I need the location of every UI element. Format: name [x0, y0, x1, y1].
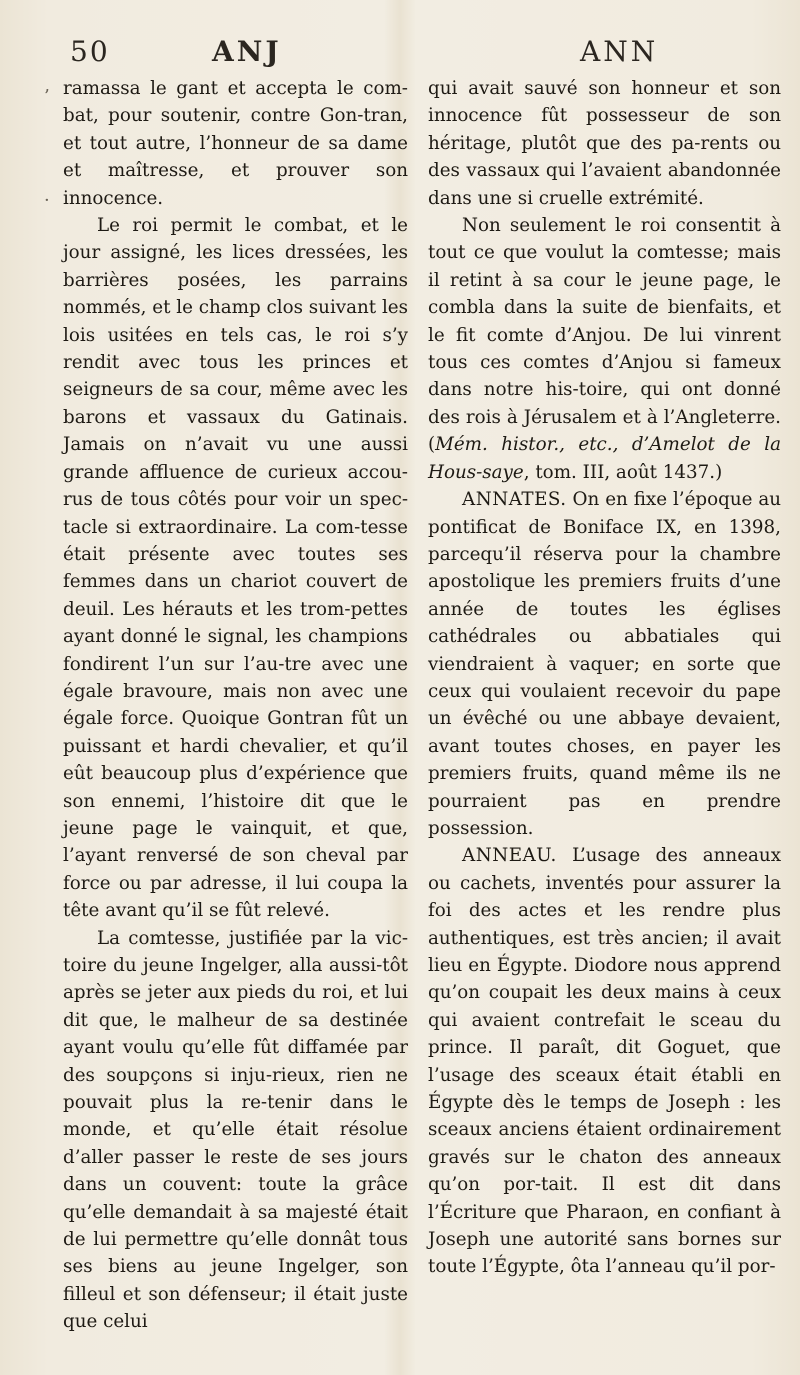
paragraph-text: , tom. III, août 1437.) [523, 461, 723, 483]
paragraph [428, 212, 781, 486]
right-column [428, 75, 781, 1281]
entry-text: On en fixe l’époque au pontificat de Boniface IX, en 1398, parcequ’il réserva pour la chambre apostolique les premiers fruits d’une année de toutes les églises cathédrales ou abbatiales qui viendraient à vaquer; en sorte que ceux qui voulaient recevoir du pape un évêché ou une abbaye devaient, avant toutes choses, en payer les premiers fruits, quand même ils ne pourraient pas en prendre possession. [428, 489, 782, 839]
entry-anneau [428, 842, 781, 1281]
entry-head: ANNEAU. [462, 845, 557, 867]
margin-mark: · [44, 190, 50, 211]
paragraph: qui avait sauvé son honneur et son innocence fût possesseur de son héritage, plutôt que des pa-rents ou des vassaux qui l’avaient abandonnée dans une si cruelle extrémité. [428, 78, 781, 209]
margin-mark: ’ [44, 86, 50, 107]
entry-text: L’usage des anneaux ou cachets, inventés pour assurer la foi des actes et les rendre plus authentiques, est très ancien; il avait lieu en Égypte. Diodore nous apprend qu’on coupait les deux mains à ceux qui avaient contrefait le sceau du prince. Il paraît, dit Goguet, que l’usage des sceaux était établi en Égypte dès le temps de Joseph : les sceaux anciens étaient ordinairement gravés sur le chaton des anneaux qu’on por-tait. Il est dit dans l’Écriture que Pharaon, en confiant à Joseph une autorité sans bornes sur toute l’Égypte, ôta l’anneau qu’il por- [428, 845, 781, 1278]
entry-head: ANNATES. [462, 489, 567, 511]
left-column [63, 75, 408, 1336]
page-number: 50 [70, 35, 110, 68]
paragraph: ramassa le gant et accepta le com-bat, pour soutenir, contre Gon-tran, et tout autre, l’honneur de sa dame et maîtresse, et prouver son innocence. [63, 78, 408, 209]
paragraph: Le roi permit le combat, et le jour assigné, les lices dressées, les barrières posées, les parrains nommés, et le champ clos suivant les lois usitées en tels cas, le roi s’y rendit avec tous les princes et seigneurs de sa cour, même avec les barons et vassaux du Gatinais. Jamais on n’avait vu une aussi grande affluence de curieux accou-rus de tous côtés pour voir un spec-tacle si extraordinaire. La com-tesse était présente avec toutes ses femmes dans un chariot couvert de deuil. Les hérauts et les trom-pettes ayant donné le signal, les champions fondirent l’un sur l’au-tre avec une égale bravoure, mais non avec une égale force. Quoique Gontran fût un puissant et hardi chevalier, et qu’il eût beaucoup plus d’expérience que son ennemi, l’histoire dit que le jeune page le vainquit, et que, l’ayant renversé de son cheval par force ou par adresse, il lui coupa la tête avant qu’il se fût relevé. [63, 215, 408, 922]
right-running-title: ANN [580, 35, 659, 68]
paragraph-text: Non seulement le roi consentit à tout ce que voulut la comtesse; mais il retint à sa cour le jeune page, le combla dans la suite de bienfaits, et le fit comte d’Anjou. De lui vinrent tous ces comtes d’Anjou si fameux dans notre his-toire, qui ont donné des rois à Jérusalem et à l’Angleterre. ( [428, 215, 781, 456]
entry-annates [428, 486, 781, 842]
citation: Mém. histor., etc., d’Amelot de la Hous-saye [428, 434, 781, 483]
left-running-title: ANJ [212, 35, 282, 68]
paragraph: La comtesse, justifiée par la vic-toire du jeune Ingelger, alla aussi-tôt après se jeter aux pieds du roi, et lui dit que, le malheur de sa destinée ayant voulu qu’elle fût diffamée par des soupçons si inju-rieux, rien ne pouvait plus la re-tenir dans le monde, et qu’elle était résolue d’aller passer le reste de ses jours dans un couvent: toute la grâce qu’elle demandait à sa majesté était de lui permettre qu’elle donnât tous ses biens au jeune Ingelger, son filleul et son défenseur; il était juste que celui [63, 927, 408, 1333]
